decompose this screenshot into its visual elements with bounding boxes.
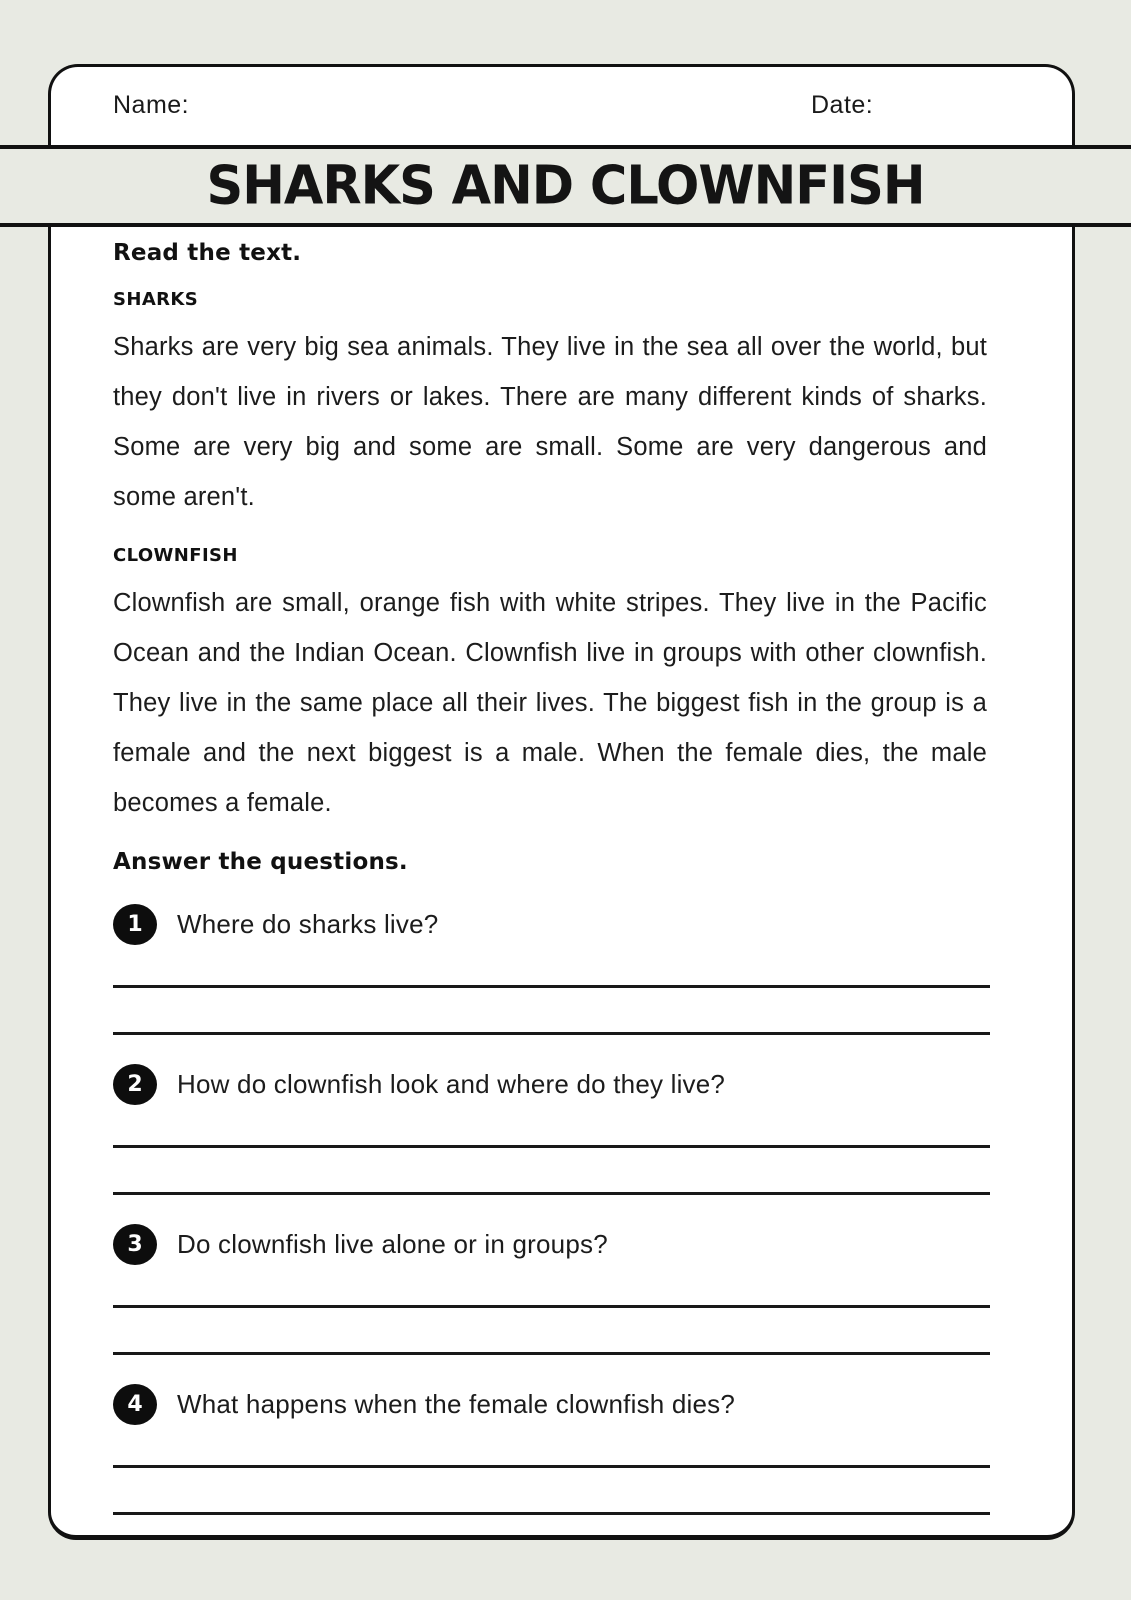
- name-label: Name:: [113, 91, 190, 119]
- passage-clownfish: Clownfish are small, orange fish with white stripes. They live in the Pacific Ocean and the Indian Ocean. Clownfish live in groups with other clownfish. They live in the same place all their lives. The biggest fish in the group is a female and the next biggest is a male. When the female dies, the male becomes a female.: [113, 589, 987, 817]
- answer-line[interactable]: [113, 1512, 990, 1515]
- question-number-badge: 2: [113, 1064, 157, 1105]
- question-block-4: [113, 1384, 987, 1515]
- question-row: [113, 1224, 987, 1265]
- answer-line[interactable]: [113, 1352, 990, 1355]
- question-row: [113, 904, 987, 945]
- question-number-badge: 3: [113, 1224, 157, 1265]
- answer-line[interactable]: [113, 1145, 990, 1148]
- page-title: SHARKS AND CLOWNFISH: [206, 155, 925, 217]
- section-heading-sharks: SHARKS: [113, 289, 199, 310]
- answer-instruction: Answer the questions.: [113, 849, 408, 875]
- section-heading-clownfish: CLOWNFISH: [113, 545, 238, 566]
- question-text: Where do sharks live?: [177, 909, 439, 939]
- date-label: Date:: [811, 91, 874, 119]
- question-row: [113, 1064, 987, 1105]
- title-band: [0, 145, 1131, 227]
- name-input-area[interactable]: [201, 87, 761, 127]
- answer-line[interactable]: [113, 1192, 990, 1195]
- answer-line[interactable]: [113, 1465, 990, 1468]
- question-text: How do clownfish look and where do they live?: [177, 1069, 726, 1099]
- date-input-area[interactable]: [886, 87, 1066, 127]
- answer-line[interactable]: [113, 1305, 990, 1308]
- read-instruction: Read the text.: [113, 240, 302, 266]
- question-text: What happens when the female clownfish dies?: [177, 1389, 736, 1419]
- question-block-1: [113, 904, 987, 1035]
- question-row: [113, 1384, 987, 1425]
- question-block-3: [113, 1224, 987, 1355]
- question-text: Do clownfish live alone or in groups?: [177, 1229, 608, 1259]
- question-number-badge: 4: [113, 1384, 157, 1425]
- passage-sharks: Sharks are very big sea animals. They live in the sea all over the world, but they don't live in rivers or lakes. There are many different kinds of sharks. Some are very big and some are small. Some are very dangerous and some aren't.: [113, 333, 987, 511]
- question-number-badge: 1: [113, 904, 157, 945]
- answer-line[interactable]: [113, 985, 990, 988]
- worksheet-body: [48, 224, 1075, 1540]
- answer-line[interactable]: [113, 1032, 990, 1035]
- question-block-2: [113, 1064, 987, 1195]
